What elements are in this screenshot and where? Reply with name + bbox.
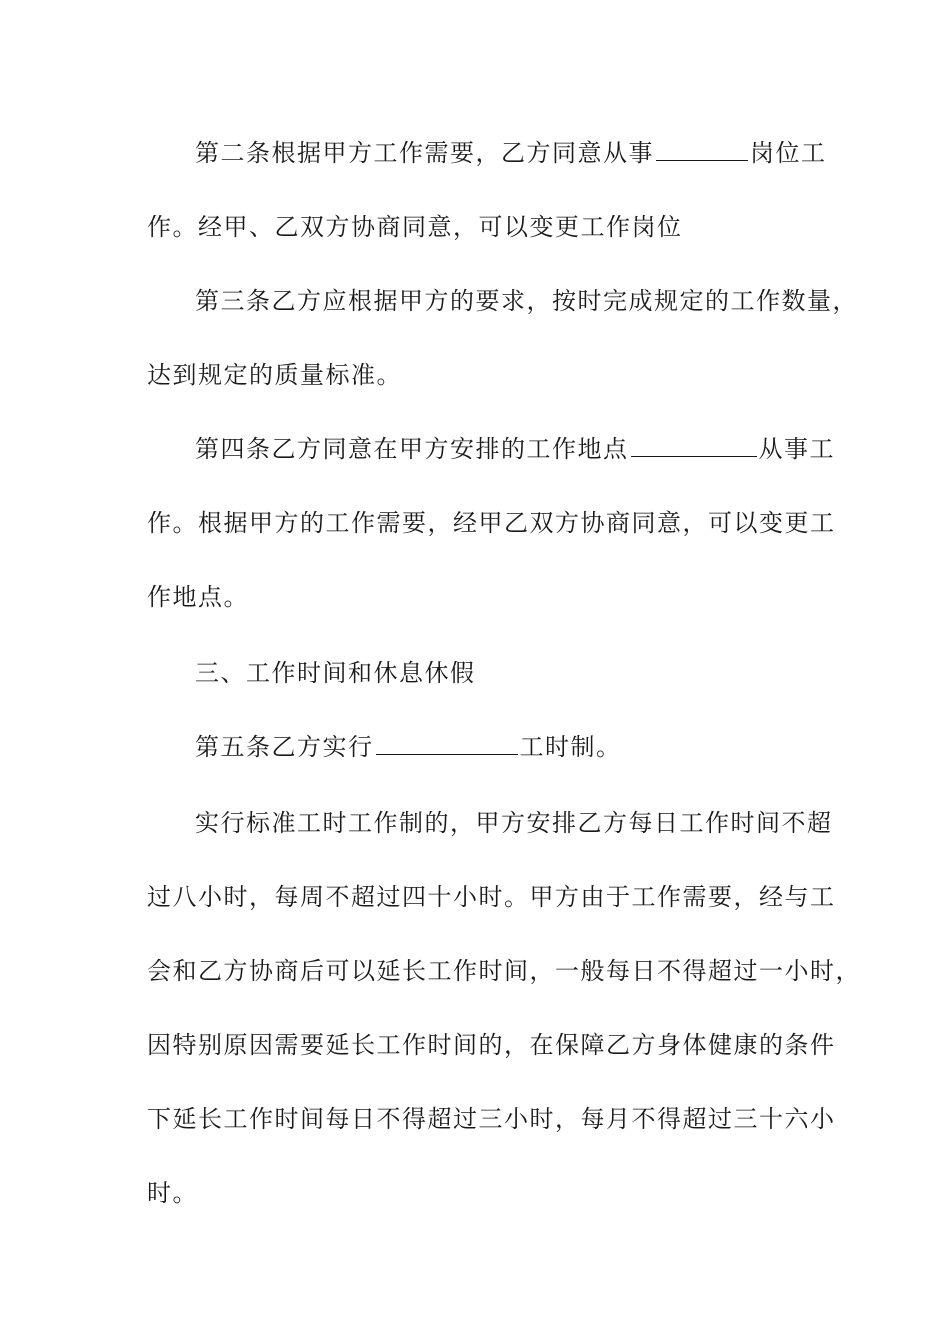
text-line (147, 1008, 836, 1082)
section-3-heading (147, 636, 807, 710)
text-segment: 因特别原因需要延长工作时间的，在保障乙方身体健康的条件 (147, 1031, 836, 1059)
fill-in-blank (376, 734, 518, 755)
text-segment: 实行标准工时工作制的，甲方安排乙方每日工作时间不超 (195, 809, 833, 837)
text-line (147, 560, 807, 634)
text-segment: 工时制。 (519, 733, 622, 761)
text-line (147, 412, 835, 486)
text-segment: 第二条根据甲方工作需要，乙方同意从事 (195, 139, 654, 167)
standard-hours (147, 786, 861, 1230)
text-segment: 第五条乙方实行 (195, 733, 374, 761)
text-segment: 过八小时，每周不超过四十小时。甲方由于工作需要，经与工 (147, 883, 836, 911)
text-segment: 第四条乙方同意在甲方安排的工作地点 (195, 435, 629, 463)
text-line (147, 486, 836, 560)
article-2 (147, 116, 827, 264)
text-line (147, 190, 807, 264)
text-segment: 作地点。 (147, 583, 249, 611)
text-line (147, 860, 836, 934)
text-line (147, 636, 807, 710)
section-heading: 三、工作时间和休息休假 (195, 659, 476, 687)
text-line (147, 116, 827, 190)
article-5 (147, 710, 807, 784)
text-line (147, 1082, 836, 1156)
text-segment: 达到规定的质量标准。 (147, 361, 402, 389)
text-line (147, 934, 861, 1008)
text-segment: 从事工 (758, 435, 835, 463)
article-3 (147, 264, 858, 412)
text-line (147, 1156, 807, 1230)
fill-in-blank (656, 140, 748, 161)
article-4 (147, 412, 836, 634)
text-line (147, 338, 807, 412)
text-segment: 会和乙方协商后可以延长工作时间，一般每日不得超过一小时， (147, 957, 861, 985)
fill-in-blank (631, 436, 757, 457)
text-line (147, 264, 858, 338)
text-segment: 作。经甲、乙双方协商同意，可以变更工作岗位 (147, 213, 683, 241)
text-line (147, 710, 807, 784)
text-line (147, 786, 833, 860)
text-segment: 作。根据甲方的工作需要，经甲乙双方协商同意，可以变更工 (147, 509, 836, 537)
text-segment: 下延长工作时间每日不得超过三小时，每月不得超过三十六小 (147, 1105, 836, 1133)
text-segment: 第三条乙方应根据甲方的要求，按时完成规定的工作数量， (195, 287, 858, 315)
text-segment: 时。 (147, 1179, 198, 1207)
text-segment: 岗位工 (750, 139, 827, 167)
